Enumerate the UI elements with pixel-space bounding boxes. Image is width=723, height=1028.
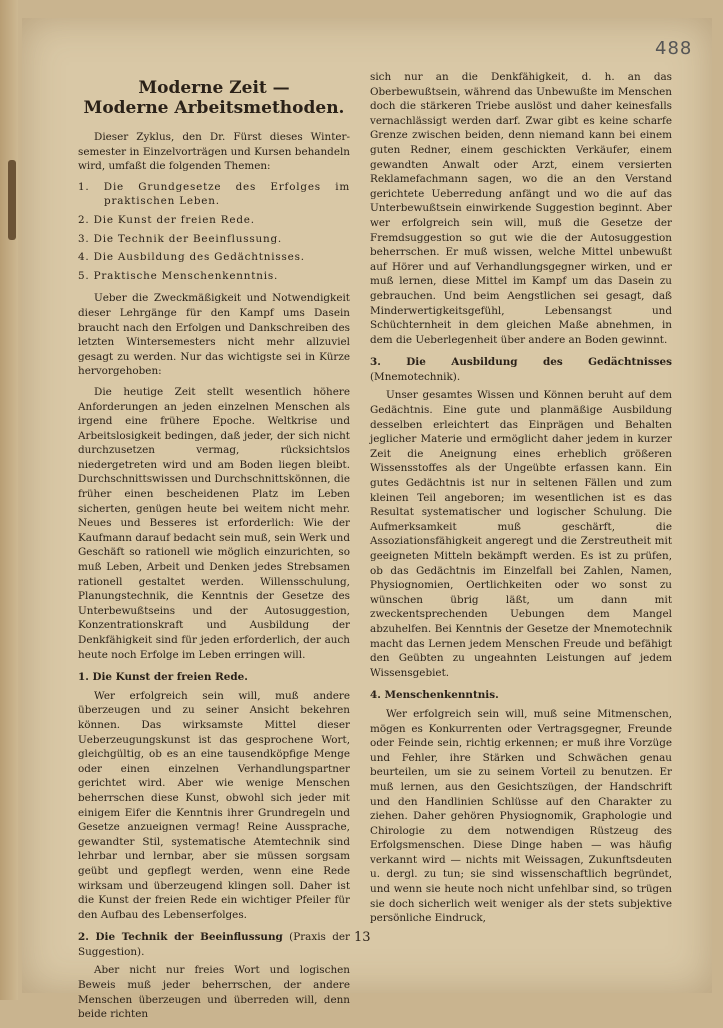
body-paragraph: Die heutige Zeit stellt wesentlich höhere Anforderungen an jeden einzelnen Menschen als irgend eine frühere Epoche. Weltkrise und Arbeitslosigkeit bedingen, daß jeder, der sich nicht durchzusetzen vermag, rücksichtslos niedergetreten wird und am Boden liegen bleibt. Durchschnittswissen und Durchschnittskönnen, die früher einen bescheidenen Platz im Leben sicherten, genügen heute bei weitem nicht mehr. Neues und Besseres ist erforderlich: Wie der Kaufmann darauf bedacht sein muß, sein Werk und Geschäft so rationell wie möglich einzurichten, so muß Leben, Arbeit und Denken jedes Strebsamen rationell gestaltet werden. Willensschulung, Planungstechnik, die Kenntnis der Gesetze des Unterbewußtseins und der Autosuggestion, Konzentrationskraft und Ausbildung der Denkfähigkeit sind für jeden erforderlich, der auch heute noch Erfolge im Leben erringen will. (78, 385, 350, 661)
binding-edge (0, 0, 18, 1000)
section-text: Wer erfolgreich sein will, muß seine Mitmenschen, mögen es Konkurrenten oder Vertragsgegner, Freunde oder Feinde sein, richtig erkennen; er muß ihre Vorzüge und Fehler, ihre Stärken und Schwächen genau beurteilen, um sie zu seinem Vorteil zu benutzen. Er muß lernen, aus den Gesichtszügen, der Handschrift und den Handlinien Schlüsse auf den Charakter zu ziehen. Daher gehören Physiognomik, Graphologie und Chirologie zu dem notwendigen Rüstzeug des Erfolgsmenschen. Diese Dinge haben — was häufig verkannt wird — nichts mit Weissagen, Zukunftsdeuten u. dergl. zu tun; sie sind wissenschaftlich begründet, und wenn sie heute noch nicht unfehlbar sind, so trügen sie doch sicherlich weit weniger als der stets subjektive persönliche Eindruck, (370, 707, 672, 925)
section-heading (78, 930, 350, 959)
section-heading-suffix: (Mnemotechnik). (370, 370, 461, 383)
section-text: Aber nicht nur freies Wort und logischen Beweis muß jeder beherrschen, der andere Menschen überzeugen und überreden will, denn beide richten (78, 964, 350, 1021)
section-heading-main: 3. Die Ausbildung des Gedächtnisses (370, 356, 672, 369)
topic-list (78, 180, 350, 284)
topic-item: 1. Die Grundgesetze des Erfolges im praktischen Leben. (78, 180, 350, 208)
topic-item: 3. Die Technik der Beeinflussung. (78, 232, 283, 245)
section-text: Wer erfolgreich sein will, muß andere überzeugen und zu seiner Ansicht bekehren können. Das wirksamste Mittel dieser Ueberzeugungskunst ist das gesprochene Wort, gleichgültig, ob es an eine tausendköpfige Menge oder einen einzelnen Verhandlungspartner gerichtet wird. Aber wie wenige Menschen beherrschen diese Kunst, obwohl sich jeder mit einigem Eifer die Kenntnis ihrer Grundregeln und Gesetze anzueignen vermag! Reine Aussprache, gewandter Stil, systematische Atemtechnik sind lehrbar und lernbar, aber sie müssen sorgsam geübt und gepflegt werden, wenn eine Rede wirksam und überzeugend klingen soll. Daher ist die Kunst der freien Rede ein wichtiger Pfeiler für den Aufbau des Lebenserfolges. (78, 689, 350, 921)
right-column (370, 70, 672, 932)
topic-item: 4. Die Ausbildung des Gedächtnisses. (78, 251, 305, 264)
body-paragraph: Ueber die Zweckmäßigkeit und Notwendigkeit dieser Lehrgänge für den Kampf ums Dasein braucht nach den Erfolgen und Dankschreiben des letzten Wintersemesters nicht mehr allzuviel gesagt zu werden. Nur das wichtigste sei in Kürze hervorgehoben: (78, 292, 350, 378)
left-column (78, 78, 350, 1028)
topic-item: 5. Praktische Menschenkenntnis. (78, 269, 279, 282)
section-text: Unser gesamtes Wissen und Können beruht auf dem Gedächtnis. Eine gute und planmäßige Ausbildung desselben erleichtert das Einprägen und Behalten jeglicher Materie und ermöglicht daher jedem in kurzer Zeit die Aneignung eines erheblich größeren Wissensstoffes als der Ungeübte erfassen kann. Ein gutes Gedächtnis ist nur in seltenen Fällen und zum kleinen Teil angeboren; im wesentlichen ist es das Resultat systematischer und logischer Schulung. Die Aufmerksamkeit muß geschärft, die Assoziationsfähigkeit angeregt und die Zerstreutheit mit geeigneten Mitteln bekämpft werden. Es ist zu prüfen, ob das Gedächtnis im Einzelfall bei Zahlen, Namen, Physiognomien, Oertlichkeiten oder wo sonst zu wünschen übrig läßt, um dann mit zweckentsprechenden Uebungen dem Mangel abzuhelfen. Bei Kenntnis der Gesetze der Mnemotechnik macht das Lernen jedem Menschen Freude und befähigt den Geübten zu ungeahnten Leistungen auf jedem Wissensgebiet. (370, 389, 672, 679)
section-heading-suffix: (Praxis der Suggestion). (78, 931, 350, 958)
topic-item: 2. Die Kunst der freien Rede. (78, 213, 255, 226)
body-paragraph: sich nur an die Denkfähigkeit, d. h. an das Oberbewußtsein, während das Unbewußte im Menschen doch die stärkeren Triebe auslöst und daher keinesfalls vernachlässigt werden darf. Zwar gibt es keine scharfe Grenze zwischen beiden, denn niemand kann bei einem guten Redner, einem geschickten Verkäufer, einem gewandten Anwalt oder Arzt, einem versierten Reklamefachmann sagen, wo die an den Verstand gerichtete Ueberredung anfängt und wo die auf das Unterbewußtsein einwirkende Suggestion beginnt. Aber wer erfolgreich sein will, muß die Gesetze der Fremdsuggestion so gut wie die der Autosuggestion beherrschen. Er muß wissen, welche Mittel unbewußt auf Hörer und auf Verhandlungsgegner wirken, und er muß lernen, diese Mittel im Kampf um das Dasein zu gebrauchen. Und beim Aengstlichen sei gesagt, daß Minderwertigkeitsgefühl, Lebensangst und Schüchternheit in dem gleichen Maße abnehmen, in dem die Ueberlegenheit über andere an Boden gewinnt. (370, 71, 672, 346)
page-title: Moderne Zeit — Moderne Arbeitsmethoden. (83, 78, 345, 118)
section-heading-main: 2. Die Technik der Beeinflussung (78, 931, 283, 944)
section-heading: 1. Die Kunst der freien Rede. (78, 671, 248, 684)
staple (8, 200, 16, 240)
section-heading: 4. Menschenkenntnis. (370, 689, 499, 702)
section-heading (370, 355, 672, 384)
page-number: 13 (354, 930, 371, 945)
handwritten-page-number: 488 (655, 38, 693, 59)
intro-paragraph: Dieser Zyklus, den Dr. Fürst dieses Winter-semester in Einzelvorträgen und Kursen behandeln wird, umfaßt die folgenden Themen: (78, 131, 350, 173)
